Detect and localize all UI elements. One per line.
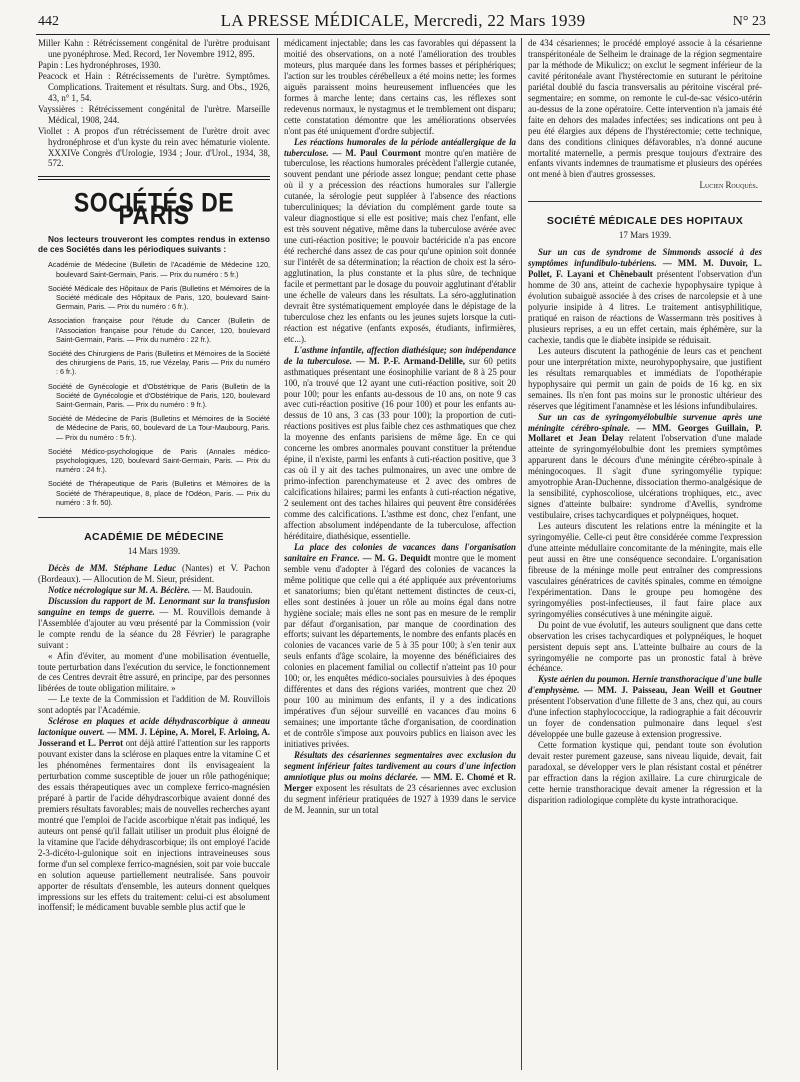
intro-note: Nos lecteurs trouveront les comptes rendus in extenso de ces Sociétés dans les périodiques suivants : [38, 234, 270, 255]
society-entry: Société des Chirurgiens de Paris (Bulletins et Mémoires de la Société des chirurgiens de Paris, 15, rue Vézelay, Paris — Prix du numéro : 6 fr.). [48, 348, 270, 377]
article-notice: Notice nécrologique sur M. A. Béclère. — M. Baudouin. [48, 584, 253, 595]
article-cesariennes: Résultats des césariennes segmentaires avec exclusion du segment inférieur faites tardivement au cours d'une infection amniotique plus ou moins déclarée. — MM. E. Chomé et R. Merger exposent les résultats de 23 césariennes avec exclusion du segment inférieur pratiquées de 1927 à 1939 dans le service de M. Jeannin, sur un total [284, 749, 516, 815]
quoted-paragraph: « Afin d'éviter, au moment d'une mobilisation éventuelle, toute perturbation dans l'exécution du service, le fonctionnement de ces Centres devrait être assuré, en principe, par des personnes libérées de toute obligation militaire. » [38, 650, 270, 694]
reference-item: Miller Kahn : Rétrécissement congénital de l'urètre produisant une pyonéphrose. Med. Record, 1er Novembre 1912, 895. [38, 38, 270, 59]
academie-heading: ACADÉMIE DE MÉDECINE [84, 531, 224, 544]
article-paragraph: Les auteurs discutent la pathogénie de leurs cas et penchent pour une interprétation mixte, neurohypophysaire, que justifient les résultats remarquables et immédiats de l'opothérapie hypophysaire qui permit un gain de poids de 16 kg. en six semaines. Ils n'en font pas moins sur le pronostic ultérieur des réserves que légitiment l'anamnèse et les lésions infundibulaires. [528, 345, 762, 411]
continued-paragraph: médicament injectable; dans les cas favorables qui dépassent la moitié des observations, on a noté l'amélioration des troubles moteurs, plus marquée dans les formes basses et périphériques; l'action sur les troubles cérébelleux a été moins nette; les formes aiguës paraissent moins heureusement influencées que les formes à marche lente; dans certains cas, les réflexes sont redevenus normaux, le nystagmus et le tremblement ont disparu; cette constatation démontre que les améliorations observées n'ont pas été uniquement d'ordre subjectif. [284, 38, 516, 136]
article-simmonds: Sur un cas de syndrome de Simmonds associé à des symptômes infundibulo-tubériens. — MM. M. Duvoir, L. Pollet, F. Layani et Chênebault présentent l'observation d'un homme de 30 ans, atteint de cachexie hypophysaire typique à évolution subaiguë associée à des crises de narcolepsie et à une polyurie insipide à 4 litres. Le traitement antisyphilitique, pratiqué en raison de réactions de Wassermann très positives à plusieurs reprises, a eu un effet certain, mais éphémère, sur la cachexie, tandis que le diabète insipide se réduisait. [528, 247, 762, 345]
reference-item: Papin : Les hydronéphroses, 1930. [38, 59, 161, 70]
article-sclerose: Sclérose en plaques et acide déhydrascorbique à anneau lactonique ouvert. — MM. J. Lépine, A. Morel, F. Arloing, A. Josserand et L. Perrot ont déjà attiré l'attention sur les rapports pouvant exister dans la sclérose en plaques entre la vitamine C et les phénomènes fermentaires dont ils envisageaient la perturbation comme susceptible de jouer un rôle pathogénique; des essais thérapeutiques avec un complexe ferrico-magnésien préparé à partir de l'acide déhydrascorbique avaient donné des premiers résultats favorables; mais de nouvelles recherches ayant montré que l'emploi de l'acide ascorbique n'était pas indiqué, les auteurs ont pensé qu'il fallait utiliser un produit plus éloigné de la vitamine que l'acide déhydrascorbique; ils ont employé l'acide 2-3-dicéto-l-gulonique soit en injections intraveineuses sous forme d'un sel complexe ferrico-magnésien, soit par voie buccale en solution aqueuse partiellement neutralisée. Sans pouvoir apporter de résultats d'ensemble, les auteurs donnent quelques impressions sur les effets du traitement: celui-ci est absolument inoffensif; le médicament buvable semble plus actif que le [38, 716, 270, 913]
discussion-conclusion: — Le texte de la Commission et l'addition de M. Rouvillois sont adoptés par l'Académie. [38, 694, 270, 716]
reference-item: Vayssières : Rétrécissement congénital de l'urètre. Marseille Médical, 1908, 244. [38, 103, 270, 125]
article-colonies: La place des colonies de vacances dans l'organisation sanitaire en France. — M. G. Dequidt montre que le moment semble venu d'adopter à l'égard des colonies de vacances la même politique que celle qui a été appliquée aux préventoriums et sanatoriums; bien qu'étant nettement distinctes de ceux-ci, elles sont destinées à jouer un rôle au moins égal dans notre hygiène sociale; mais elles ne sont pas en mesure de le remplir par défaut d'organisation, par manque de coordination des efforts; suivant les départements, le nombre des enfants placés en colonies de vacances varie de 5 à 35 pour 100; à s'en tenir aux seuls enfants d'âge scolaire, la moyenne des bénéficiaires des colonies en placement familial ou collectif n'atteint pas 10 pour 100; or, les enquêtes médico-sociales poursuivies à des époques différentes et dans des régions variées, montrent que chez 20 pour 100 au minimum des enfants, il y a des indications impératives d'un séjour surveillé en vacances d'au moins 6 semaines; une importante tâche d'organisation, de coordination et de contrôle s'impose aux pouvoirs publics en liaison avec les initiatives privées. [284, 541, 516, 749]
society-entry: Société de Médecine de Paris (Bulletins et Mémoires de la Société de Médecine de Paris, 60, boulevard de La Tour-Maubourg, Paris. — Prix du numéro : 5 fr.). [48, 414, 270, 442]
session-date: 14 Mars 1939. [127, 545, 181, 556]
page-header [36, 8, 770, 35]
section-title: SOCIÉTÉS DE PARIS [73, 187, 235, 231]
society-entry: Société de Thérapeutique de Paris (Bulletins et Mémoires de la Société de Thérapeutique, 8, place de l'Odéon, Paris. — Prix du numéro : 3 fr. 50). [48, 479, 270, 507]
journal-title: LA PRESSE MÉDICALE, Mercredi, 22 Mars 1939 [220, 11, 586, 30]
reference-item: Peacock et Hain : Rétrécissements de l'urètre. Symptômes. Complications. Traitement et résultats. Surg. and Obs., 1926, 43, n° 1, 54. [38, 70, 270, 103]
divider [38, 517, 270, 518]
reference-list [38, 38, 270, 169]
article-deces: Décès de MM. Stéphane Leduc (Nantes) et V. Pachon (Bordeaux). — Allocution de M. Sieur, président. [38, 562, 270, 584]
continued-paragraph: de 434 césariennes; le procédé employé associe à la césarienne transpéritonéale de Selheim le drainage de la région segmentaire par la méthode de Mikulicz; on exclut le segment inférieur de la cavité péritonéale avant l'hystérectomie en suturant le péritoine pariétal doublé du fascia transversalis au péritoine viscéral pré-segmentaire; en somme, on remonte le cul-de-sac vésico-utérin au-dessus de la zone opératoire. Cette intervention n'a jamais été faite en dehors des malades infectées; ses indications ont peu à peu été élargies aux dépens de l'hystérectomie; cette technique, dans des conditions cliniques défavorables, n'a donné aucune mortalité maternelle, a permis presque toujours d'extraire des enfants vivants indemnes de traumatisme et plusieurs des opérées ont mené à bien d'autres grossesses. [528, 38, 762, 180]
article-paragraph: Du point de vue évolutif, les auteurs soulignent que dans cette observation les crises tachycardiques et polypnéiques, le hoquet persistent depuis sept ans. L'atteinte bulbaire au cours de la syringomyélie ne comporte pas un pronostic fatal à brève échéance. [528, 619, 762, 674]
society-entry: Société Médico-psychologique de Paris (Annales médico-psychologiques, 120, boulevard Saint-Germain, Paris. — Prix du numéro : 24 fr.). [48, 446, 270, 475]
society-entry: Académie de Médecine (Bulletin de l'Académie de Médecine 120, boulevard Saint-Germain, Paris. — Prix du numéro : 5 fr.) [48, 260, 270, 279]
society-entry: Association française pour l'étude du Cancer (Bulletin de l'Association française pour l'étude du Cancer, 120, boulevard Saint-Germain, Paris. — Prix du numéro : 22 fr.). [48, 316, 270, 344]
reference-item: Viollet : A propos d'un rétrécissement de l'urètre droit avec hydronéphrose et d'un kyste du rein avec hématurie violente. XXXIVe Congrès d'Urologie, 1934 ; Jour. d'Urol., 1934, 38, 572. [38, 125, 270, 169]
article-reactions: Les réactions humorales de la période antéallergique de la tuberculose. — M. Paul Courmont montre qu'en matière de tuberculose, les réactions humorales précèdent l'allergie cutanée, souvent pendant une période assez longue; pendant cette phase où il y a précession des réactions humorales sur l'allergie cutanée, la sérologie peut suppléer à l'absence des réactions tuberculiniques; la déviation du complément garde toute sa valeur diagnostique si elle est positive; mais chez l'enfant, elle est très souvent négative, même dans la tuberculose avérée avec une cuti-réaction positive; le pouvoir bactéricide n'a pas encore été recherché dans assez de cas pour qu'une opinion soit donnée sur l'intérêt de sa détermination; la réaction de choix est la séro-agglutination, la plus constante et la plus sûre, de technique facile et permettant par le dosage du pouvoir agglutinant d'établir une échelle de valeurs dans les résultats. La séro-agglutination devrait être systématiquement employée dans le dépistage de la tuberculose chez les enfants ou les jeunes sujets lorsque la cuti-réaction est négative (enfants exposés, étudiants, infirmières, etc...). [284, 136, 516, 344]
author-signature: Lucien Rouquès. [699, 180, 758, 191]
session-date: 17 Mars 1939. [618, 230, 672, 241]
column-rule [521, 38, 522, 1070]
society-entry: Société Médicale des Hôpitaux de Paris (Bulletins et Mémoires de la Société médicale des Hôpitaux de Paris, 120, boulevard Saint-Germain, Paris. — Prix du numéro : 6 fr.). [48, 283, 270, 312]
divider [528, 201, 762, 202]
article-paragraph: Cette formation kystique qui, pendant toute son évolution devait rester purement gazeuse, sans niveau liquide, devait, fait paradoxal, se développer vers le plan résistant costal et pénétrer par effraction dans la région axillaire. La cure chirurgicale de cette hernie transthoracique devait amener la régression et la disparition radiologique complète du kyste intrathoracique. [528, 740, 762, 805]
column-2 [284, 38, 516, 1073]
article-asthme: L'asthme infantile, affection diathésique; son indépendance de la tuberculose. — M. P.-F. Armand-Delille, sur 60 petits asthmatiques présentant une éosinophilie variant de 8 à 25 pour 100, n'a trouvé que 12 ayant une cuti-réaction positive, soit 20 pour 100; pour les enfants au-dessous de 10 ans, on note 9 cas avec cuti-réaction positive (16 pour 100) et pour les enfants au-dessus de 10 ans, 3 cas (33 pour 100); la proportion de cuti-réactions positives est plus faible chez ces asthmatiques que chez la moyenne des enfants parisiens de même âge. En ce qui concerne les ombres anormales pouvant constituer la prétendue épine, il n'existe, parmi les enfants à cuti-réaction positive, que 3 cas où il y ait des taches pulmonaires, un avec une ombre de primo-infection parenchymateuse et 2 avec des ombres de calcifications hilaires; parmi les enfants à cuti-réaction négative, 2 seulement ont des taches hilaires qui peuvent être considérées comme des calcifications. L'asthme est donc, chez l'enfant, une affection absolument indépendante de la tuberculose, affection héréditaire, diathésique, essentielle. [284, 344, 516, 541]
column-rule [277, 38, 278, 1070]
column-1 [38, 38, 270, 1073]
society-entry: Société de Gynécologie et d'Obstétrique de Paris (Bulletin de la Société de Gynécologie et d'Obstétrique de Paris, 120, boulevard Saint-Germain, Paris. — Prix du numéro : 9 fr.). [48, 381, 270, 409]
article-discussion: Discussion du rapport de M. Lenormant sur la transfusion sanguine en temps de guerre. — M. Rouvillois demande à l'Assemblée d'ajouter au vœu présenté par la Commission (voir le compte rendu de la séance du 28 Février) le paragraphe suivant : [38, 595, 270, 650]
article-paragraph: Les auteurs discutent les relations entre la méningite et la syringomyélie. Celle-ci peut être considérée comme l'expression d'une atteinte médullaire concomitante de la méningite, mais elle peut aussi en être une conséquence secondaire. L'organisation fibreuse de la méninge molle peut entraîner des compressions vasculaires génératrices de cavités spinales, comme en témoigne l'expérimentation. Dans le groupe peu homogène des syringomyélies post-infectieuses, il faut faire place aux syringomyélies consécutives à une méningite aiguë. [528, 521, 762, 619]
article-kyste: Kyste aérien du poumon. Hernie transthoracique d'une bulle d'emphysème. — MM. J. Paisseau, Jean Weill et Goutner présentent l'observation d'une fillette de 3 ans, chez qui, au cours d'une infection staphylococcique, la radiographie a fait découvrir un foyer de condensation pulmonaire dans lequel s'est développée une bulle gazeuse à extension progressive. [528, 674, 762, 740]
column-3 [528, 38, 762, 1073]
issue-number: N° 23 [732, 14, 766, 29]
divider [38, 176, 270, 180]
page-number: 442 [38, 14, 59, 29]
article-syringomyelie: Sur un cas de syringomyélobulbie survenue après une méningite cérébro-spinale. — MM. Georges Guillain, P. Mollaret et Jean Delay relatent l'observation d'une malade atteinte de syringomyélobulbie dont les premiers symptômes apparurent dans le décours d'une méningite cérébro-spinale à méningocoques. Il s'agit d'une syringomyélie typique: amyotrophie Aran-Duchenne, dissociation thermo-analgésique de la sensibilité, cyphoscoliose, ulcérations trophiques, etc., avec signes d'atteinte bulbaire: syndrome d'Avellis, syndrome vestibulaire, crises tachycardiques et polypnéiques, hoquet. [528, 411, 762, 521]
society-heading: SOCIÉTÉ MÉDICALE DES HOPITAUX [546, 215, 744, 228]
